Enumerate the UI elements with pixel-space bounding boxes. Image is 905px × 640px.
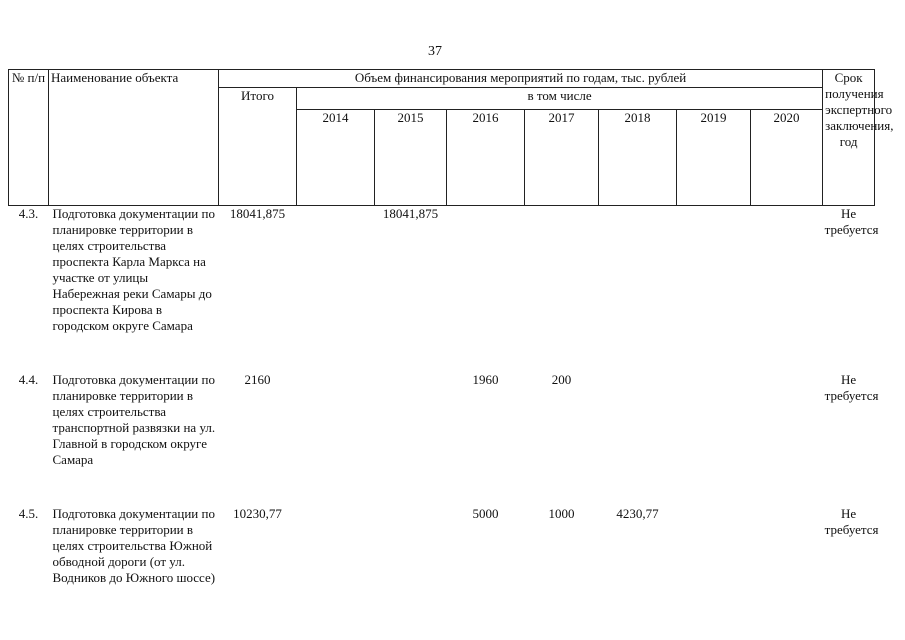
- row-2017: 200: [551, 371, 572, 387]
- row-name: Подготовка документации по планировке территории в целях строительства транспортной развязки на ул. Главной в городском округе Самара: [52, 371, 216, 467]
- row-2014: [297, 206, 375, 372]
- row-2015: [375, 372, 447, 506]
- table-row: [9, 372, 875, 506]
- row-term: Не требуется: [824, 206, 879, 237]
- header-including: в том числе: [297, 88, 823, 110]
- financing-table: [8, 69, 894, 616]
- row-term: Не требуется: [824, 371, 879, 403]
- header-total: Итого: [219, 88, 297, 206]
- row-num: 4.3.: [18, 206, 39, 221]
- header-year-2014: 2014: [297, 110, 375, 206]
- row-2016: 5000: [472, 505, 499, 521]
- header-year-2018: 2018: [599, 110, 677, 206]
- header-year-2015: 2015: [375, 110, 447, 206]
- header-object-name: Наименование объекта: [49, 70, 219, 206]
- row-2018: 4230,77: [616, 505, 659, 521]
- row-term: Не требуется: [824, 505, 879, 537]
- row-2020: [751, 206, 823, 372]
- header-year-2016: 2016: [447, 110, 525, 206]
- header-year-2020: 2020: [751, 110, 823, 206]
- row-2014: [297, 506, 375, 616]
- row-2019: [677, 206, 751, 372]
- header-year-2017: 2017: [525, 110, 599, 206]
- header-num: № п/п: [9, 70, 49, 206]
- header-year-2019: 2019: [677, 110, 751, 206]
- row-2014: [297, 372, 375, 506]
- row-total: 10230,77: [233, 505, 282, 521]
- row-num: 4.4.: [18, 371, 39, 387]
- row-2017: [525, 206, 599, 372]
- table-body: [9, 206, 879, 616]
- row-2020: [751, 506, 823, 616]
- table-header: [9, 70, 894, 206]
- table-row: [9, 206, 875, 372]
- row-2018: [599, 372, 677, 506]
- row-2015: 18041,875: [382, 206, 439, 221]
- row-2016: [447, 206, 525, 372]
- row-2018: [599, 206, 677, 372]
- header-funding: Объем финансирования мероприятий по годам, тыс. рублей: [219, 70, 823, 88]
- row-2019: [677, 372, 751, 506]
- row-name: Подготовка документации по планировке территории в целях строительства проспекта Карла Маркса на участке от улицы Набережная реки Самары до проспекта Кирова в городском округе Самара: [52, 206, 215, 333]
- row-2015: [375, 506, 447, 616]
- row-2019: [677, 506, 751, 616]
- row-total: 18041,875: [229, 206, 286, 221]
- row-total: 2160: [244, 371, 271, 387]
- row-2016: 1960: [472, 371, 499, 387]
- row-num: 4.5.: [18, 505, 39, 521]
- row-name: Подготовка документации по планировке территории в целях строительства Южной обводной дороги (от ул. Водников до Южного шоссе): [52, 505, 216, 585]
- row-2020: [751, 372, 823, 506]
- row-2017: 1000: [548, 505, 575, 521]
- table-row: [9, 506, 875, 616]
- header-term: Срок получения экспертного заключения, год: [823, 70, 875, 206]
- page-number: 37: [428, 44, 442, 59]
